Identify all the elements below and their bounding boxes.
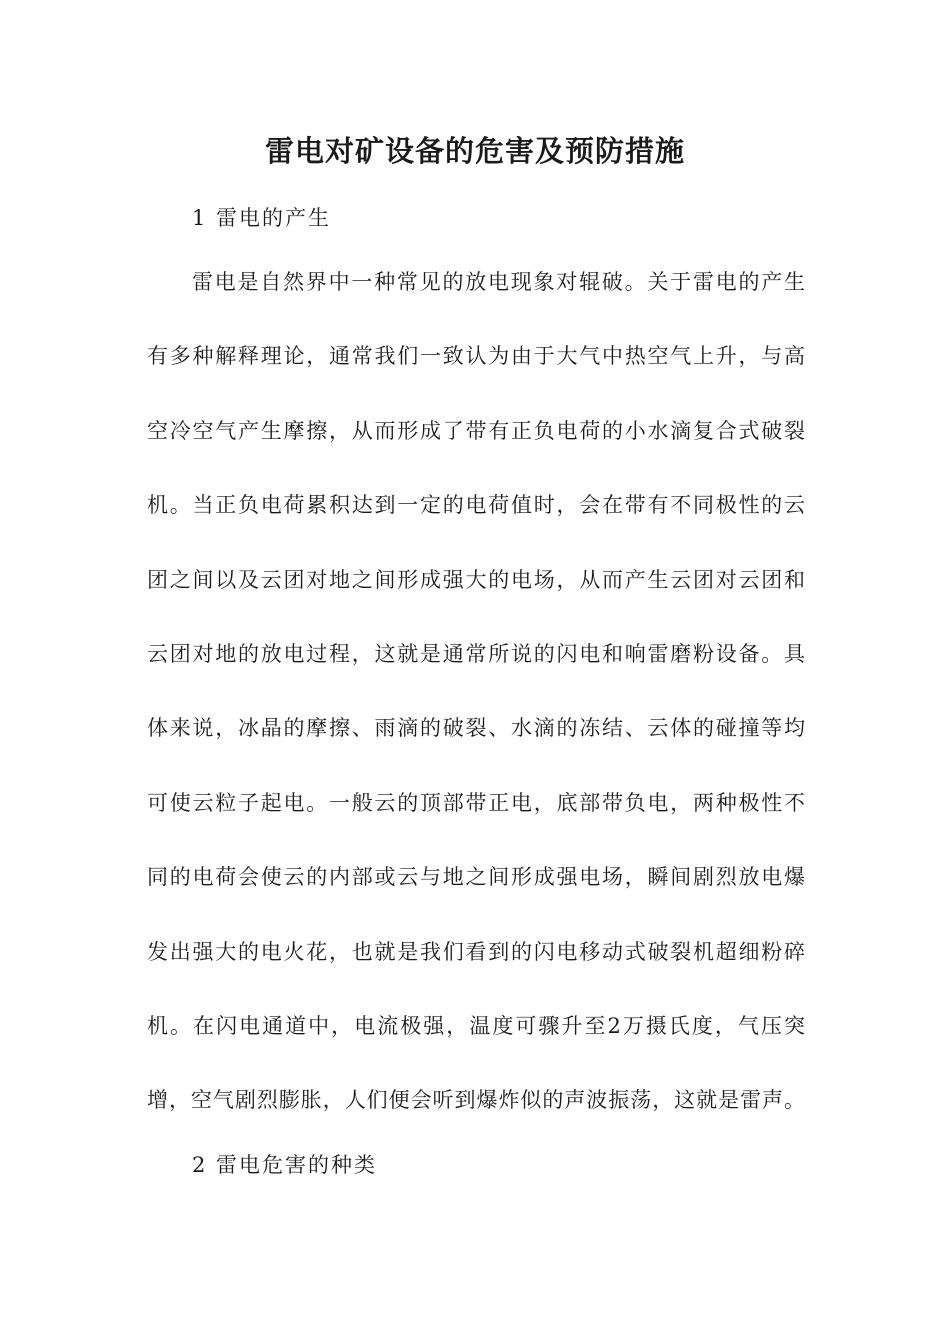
- paragraph-line: 发出强大的电火花，也就是我们看到的闪电移动式破裂机超细粉碎: [147, 939, 805, 964]
- paragraph-line: 雷电是自然界中一种常见的放电现象对辊破。关于雷电的产生: [192, 270, 805, 294]
- section-heading-1: 1 雷电的产生: [192, 206, 332, 230]
- paragraph-line: 空冷空气产生摩擦，从而形成了带有正负电荷的小水滴复合式破裂: [147, 418, 805, 443]
- paragraph-line: 机。当正负电荷累积达到一定的电荷值时，会在带有不同极性的云: [147, 493, 805, 518]
- paragraph-line: 有多种解释理论，通常我们一致认为由于大气中热空气上升，与高: [147, 344, 805, 369]
- paragraph-line: 机。在闪电通道中，电流极强，温度可骤升至2万摄氏度，气压突: [147, 1013, 805, 1038]
- paragraph-line: 体来说，冰晶的摩擦、雨滴的破裂、水滴的冻结、云体的碰撞等均: [147, 716, 805, 741]
- paragraph-line: 团之间以及云团对地之间形成强大的电场，从而产生云团对云团和: [147, 567, 805, 592]
- document-title: 雷电对矿设备的危害及预防措施: [264, 134, 685, 168]
- paragraph-1: [147, 264, 805, 1157]
- paragraph-line: 云团对地的放电过程，这就是通常所说的闪电和响雷磨粉设备。具: [147, 641, 805, 666]
- paragraph-line: 增，空气剧烈膨胀，人们便会听到爆炸似的声波振荡，这就是雷声。: [147, 1088, 805, 1113]
- paragraph-line: 可使云粒子起电。一般云的顶部带正电，底部带负电，两种极性不: [147, 790, 805, 815]
- section-heading-2: 2 雷电危害的种类: [192, 1153, 378, 1177]
- paragraph-line: 同的电荷会使云的内部或云与地之间形成强电场，瞬间剧烈放电爆: [147, 865, 805, 890]
